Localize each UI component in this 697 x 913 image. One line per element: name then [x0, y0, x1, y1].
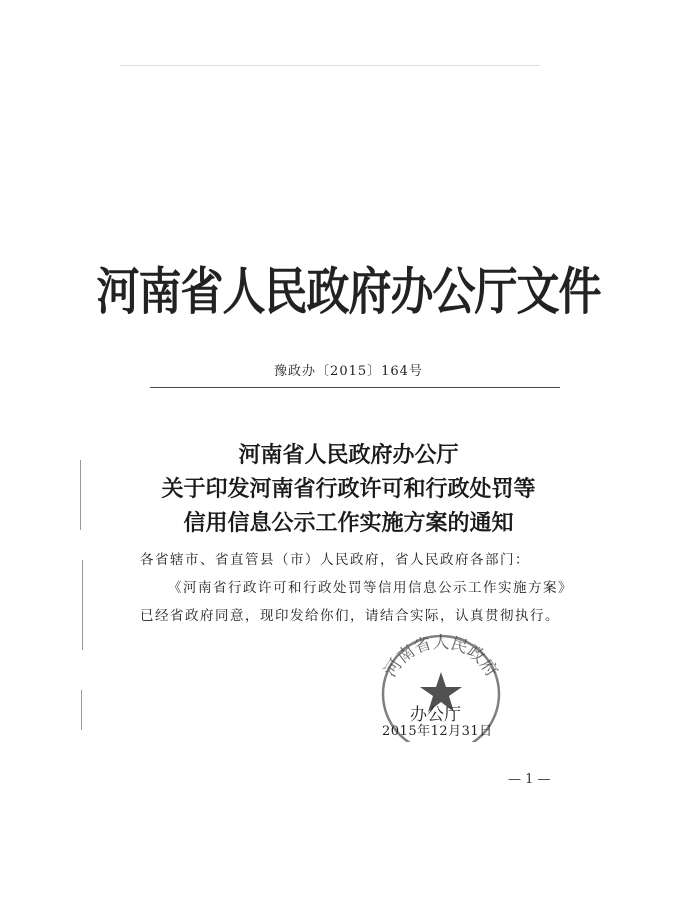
signature-date: 2015年12月31日: [382, 724, 493, 739]
signature-organization: 办公厅: [410, 705, 461, 725]
body-line-2: 已经省政府同意，现印发给你们，请结合实际，认真贯彻执行。: [140, 608, 560, 624]
scan-mark: [120, 65, 540, 66]
scan-mark: [81, 690, 82, 730]
body-line-1: 《河南省行政许可和行政处罚等信用信息公示工作实施方案》: [168, 580, 573, 596]
title-line-2: 关于印发河南省行政许可和行政处罚等: [161, 476, 536, 502]
addressee-line: 各省辖市、省直管县（市）人民政府，省人民政府各部门：: [140, 552, 530, 568]
page-number: — 1 —: [508, 772, 551, 787]
header-divider: [150, 387, 560, 388]
title-line-1: 河南省人民政府办公厅: [238, 442, 459, 468]
title-line-3: 信用信息公示工作实施方案的通知: [183, 510, 514, 536]
seal-text: 河南省人民政府: [380, 632, 502, 681]
document-number: 豫政办〔2015〕164号: [274, 364, 423, 379]
scan-mark: [82, 560, 83, 650]
document-header: 河南省人民政府办公厅文件: [96, 263, 601, 323]
